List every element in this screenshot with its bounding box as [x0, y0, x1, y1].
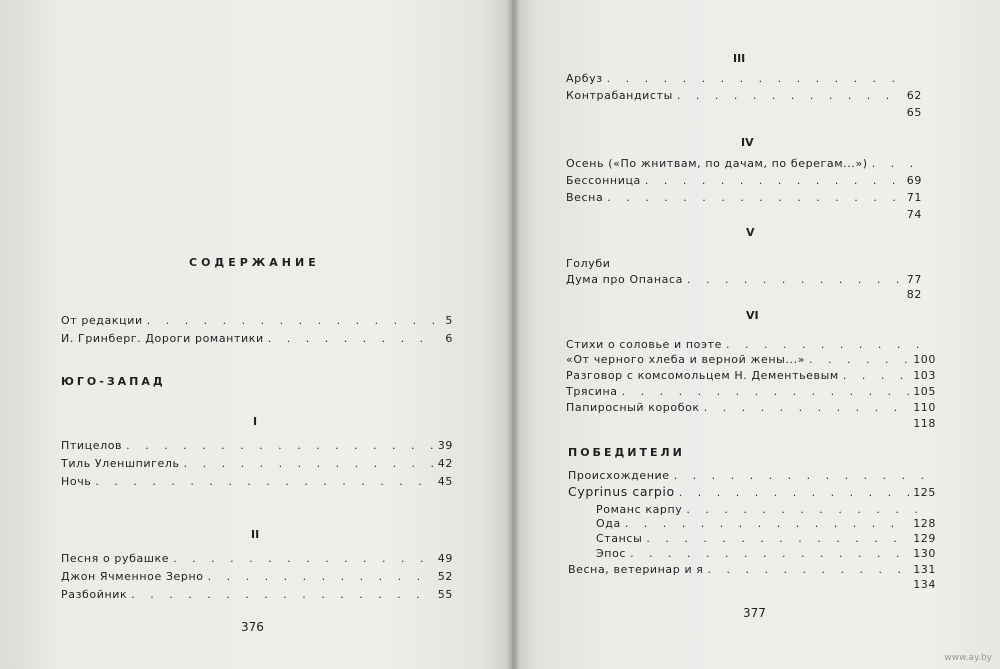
toc-entry: [566, 208, 922, 226]
toc-entry-title: Разбойник: [61, 588, 128, 601]
leader-dots: [646, 532, 909, 545]
toc-entry-page: 103: [913, 369, 936, 382]
toc-entry-title: Голуби: [566, 257, 611, 270]
toc-entry-title: Ода: [596, 517, 621, 530]
toc-entry-page: 5: [445, 314, 453, 327]
toc-entry-title: Контрабандисты: [566, 89, 673, 102]
toc-entry-page: 134: [913, 578, 936, 591]
leader-dots: [173, 552, 434, 565]
toc-entry-page: 39: [437, 439, 453, 452]
leader-dots: [679, 486, 909, 499]
leader-dots: [208, 570, 434, 583]
toc-entry-page: 74: [906, 208, 922, 221]
toc-entry: [566, 106, 922, 124]
toc-entry-page: 49: [437, 552, 453, 565]
toc-entry: [61, 439, 453, 457]
leader-dots: [872, 157, 918, 170]
toc-entry: [566, 417, 936, 435]
toc-entry-title: Стихи о соловье и поэте: [566, 338, 722, 351]
leader-dots: [704, 401, 910, 414]
leader-dots: [184, 457, 434, 470]
toc-entry: [566, 191, 922, 209]
toc-entry-page: 45: [437, 475, 453, 488]
page-number-left: 376: [241, 620, 264, 634]
toc-entry-page: 52: [437, 570, 453, 583]
toc-entry-page: 71: [906, 191, 922, 204]
leader-dots: [645, 174, 903, 187]
toc-entry-page: 65: [906, 106, 922, 119]
toc-entry-title: Весна: [566, 191, 604, 204]
toc-entry-title: От редакции: [61, 314, 143, 327]
toc-entry-title: Бессонница: [566, 174, 641, 187]
toc-entry-title: Происхождение: [568, 469, 670, 482]
toc-entry: [566, 288, 922, 306]
leader-dots: [809, 353, 909, 366]
toc-entry-title: Джон Ячменное Зерно: [61, 570, 204, 583]
toc-entry-page: 129: [913, 532, 936, 545]
part-numeral: III: [733, 52, 746, 65]
toc-entry: [566, 174, 922, 192]
toc-entry-title: Ночь: [61, 475, 92, 488]
toc-entry-title: Арбуз: [566, 72, 603, 85]
section-heading-southwest: ЮГО-ЗАПАД: [61, 375, 166, 388]
toc-entry-title: Осень («По жнитвам, по дачам, по берегам...»): [566, 157, 868, 170]
leader-dots: [95, 475, 433, 488]
toc-entry-page: 82: [906, 288, 922, 301]
part-numeral: VI: [746, 309, 759, 322]
leader-dots: [147, 314, 437, 327]
toc-entry: [61, 588, 453, 606]
leader-dots: [625, 517, 909, 530]
part-numeral: II: [251, 528, 260, 541]
toc-entry-page: 130: [913, 547, 936, 560]
part-numeral: I: [253, 415, 258, 428]
toc-entry-page: 6: [445, 332, 453, 345]
toc-entry-page: 118: [913, 417, 936, 430]
toc-entry: [568, 578, 936, 596]
toc-entry-page: 77: [906, 273, 922, 286]
toc-entry: [61, 332, 453, 350]
leader-dots: [131, 588, 434, 601]
toc-entry-title: Эпос: [596, 547, 627, 560]
toc-entry-page: 128: [913, 517, 936, 530]
toc-entry: [566, 89, 922, 107]
toc-entry: [61, 552, 453, 570]
part-numeral: IV: [741, 136, 754, 149]
leader-dots: [126, 439, 434, 452]
toc-entry-title: Романс карпу: [596, 503, 683, 516]
toc-entry: [61, 457, 453, 475]
watermark: www.ay.by: [944, 653, 992, 663]
toc-entry-title: Папиросный коробок: [566, 401, 700, 414]
toc-entry-title: И. Гринберг. Дороги романтики: [61, 332, 264, 345]
toc-entry-title: Весна, ветеринар и я: [568, 563, 704, 576]
page-number-right: 377: [743, 606, 766, 620]
leader-dots: [843, 369, 909, 382]
toc-entry-page: 100: [913, 353, 936, 366]
toc-entry-page: 105: [913, 385, 936, 398]
toc-entry-title: Разговор с комсомольцем Н. Дементьевым: [566, 369, 839, 382]
toc-entry-page: 110: [913, 401, 936, 414]
leader-dots: [726, 338, 920, 351]
toc-entry-page: 62: [906, 89, 922, 102]
leader-dots: [686, 503, 932, 516]
toc-entry-title: «От черного хлеба и верной жены...»: [566, 353, 806, 366]
toc-entry-page: 42: [437, 457, 453, 470]
toc-entry: [61, 314, 453, 332]
leader-dots: [674, 469, 932, 482]
toc-entry-title: Стансы: [596, 532, 643, 545]
leader-dots: [630, 547, 909, 560]
toc-entry: [566, 157, 922, 175]
section-heading-winners: ПОБЕДИТЕЛИ: [568, 446, 685, 459]
part-numeral: V: [746, 226, 755, 239]
leader-dots: [607, 191, 903, 204]
leader-dots: [708, 563, 910, 576]
toc-entry: [61, 570, 453, 588]
toc-entry-page: 69: [906, 174, 922, 187]
leader-dots: [677, 89, 903, 102]
book-gutter: [506, 0, 520, 669]
toc-entry-title: Трясина: [566, 385, 618, 398]
toc-entry-title: Дума про Опанаса: [566, 273, 683, 286]
toc-entry-title: Песня о рубашке: [61, 552, 170, 565]
toc-entry-title: Cyprinus carpio: [568, 484, 675, 499]
toc-entry-title: Птицелов: [61, 439, 123, 452]
toc-entry-title: Тиль Уленшпигель: [61, 457, 180, 470]
toc-entry-page: 125: [913, 486, 936, 499]
toc-entry: [568, 484, 936, 502]
leader-dots: [268, 332, 437, 345]
leader-dots: [622, 385, 910, 398]
leader-dots: [687, 273, 903, 286]
leader-dots: [607, 72, 906, 85]
toc-entry-page: 131: [913, 563, 936, 576]
toc-entry-page: 55: [437, 588, 453, 601]
toc-entry: [61, 475, 453, 493]
toc-entry: [566, 72, 922, 90]
contents-heading: СОДЕРЖАНИЕ: [189, 256, 320, 269]
